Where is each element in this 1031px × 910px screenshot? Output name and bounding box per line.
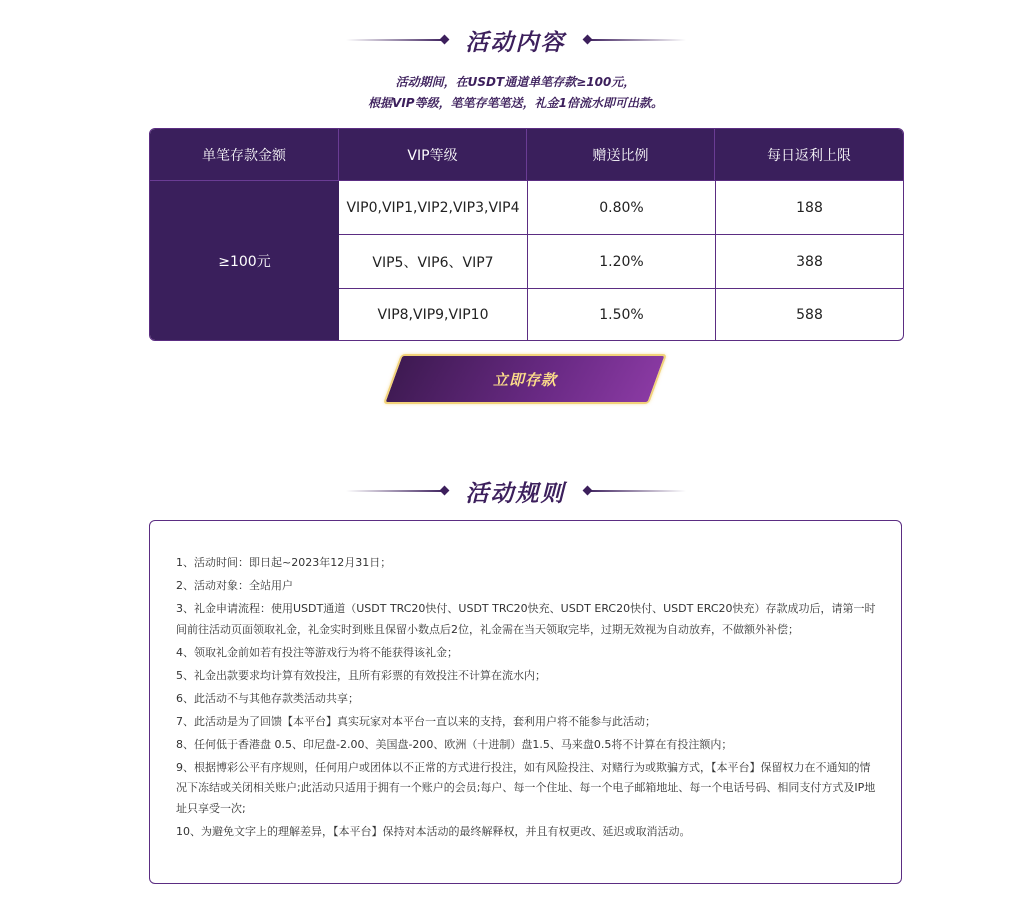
table-cell-deposit-amount: ≥100元	[150, 180, 339, 340]
table-cell-limit: 188	[715, 180, 903, 234]
rule-item: 4、领取礼金前如若有投注等游戏行为将不能获得该礼金；	[176, 645, 458, 659]
table-header-bonus-ratio: 赠送比例	[527, 129, 715, 180]
table-header-deposit-amount: 单笔存款金额	[150, 129, 339, 180]
rule-item: 6、此活动不与其他存款类活动共享；	[176, 691, 359, 705]
table-cell-limit: 388	[715, 234, 903, 288]
table-cell-vip: VIP5、VIP6、VIP7	[339, 234, 527, 288]
rules-section-title: 活动规则	[465, 480, 566, 507]
table-cell-vip: VIP0,VIP1,VIP2,VIP3,VIP4	[339, 180, 527, 234]
table-cell-vip: VIP8,VIP9,VIP10	[339, 288, 527, 340]
rule-item: 10、为避免文字上的理解差异，【本平台】保持对本活动的最终解释权，并且有权更改、延迟或取消活动。	[176, 825, 691, 839]
rule-item: 1、活动时间：即日起~2023年12月31日；	[176, 556, 392, 569]
activity-intro	[0, 72, 1031, 114]
rule-item: 5、礼金出款要求均计算有效投注，且所有彩票的有效投注不计算在流水内；	[176, 668, 546, 682]
intro-line-2: 根据VIP等级，笔笔存笔笔送，礼金1倍流水即可出款。	[368, 96, 663, 110]
table-cell-limit: 588	[715, 288, 903, 340]
rule-item: 8、任何低于香港盘 0.5、印尼盘-2.00、美国盘-200、欧洲（十进制）盘1.5、马来盘0.5将不计算在有投注额内；	[176, 737, 733, 751]
content-section-header	[0, 20, 1031, 60]
intro-line-1: 活动期间，在USDT通道单笔存款≥100元，	[395, 75, 636, 89]
bonus-table	[149, 128, 904, 341]
table-header-vip-level: VIP等级	[339, 129, 527, 180]
rules-section-header	[0, 471, 1031, 511]
rules-box	[149, 520, 902, 884]
deposit-now-button[interactable]	[380, 354, 670, 404]
rule-item: 3、礼金申请流程：使用USDT通道（USDT TRC20快付、USDT TRC20快充、USDT ERC20快付、USDT ERC20快充）存款成功后，请第一时间前往活动页面领取礼金，礼金实时到账且保留小数点后2位，礼金需在当天领取完毕，过期无效视为自动放弃，不做额外补偿；	[176, 602, 876, 636]
table-cell-ratio: 0.80%	[527, 180, 715, 234]
table-cell-ratio: 1.20%	[527, 234, 715, 288]
table-cell-ratio: 1.50%	[527, 288, 715, 340]
rule-item: 7、此活动是为了回馈【本平台】真实玩家对本平台一直以来的支持，套利用户将不能参与此活动；	[176, 714, 656, 728]
content-section-title: 活动内容	[465, 29, 566, 56]
rule-item: 9、根据博彩公平有序规则，任何用户或团体以不正常的方式进行投注，如有风险投注、对赌行为或欺骗方式，【本平台】保留权力在不通知的情况下冻结或关闭相关账户;此活动只适用于拥有一个账户的会员;每户、每一个住址、每一个电子邮箱地址、每一个电话号码、相同支付方式及IP地址只享受一次;	[176, 760, 876, 816]
table-header-daily-limit: 每日返利上限	[715, 129, 903, 180]
title-decoration-right	[586, 490, 686, 492]
title-decoration-right	[586, 39, 686, 41]
title-decoration-left	[346, 39, 446, 41]
rule-item: 2、活动对象：全站用户	[176, 579, 293, 592]
rules-list	[176, 553, 879, 843]
title-decoration-left	[346, 490, 446, 492]
deposit-button-label: 立即存款	[492, 370, 557, 389]
